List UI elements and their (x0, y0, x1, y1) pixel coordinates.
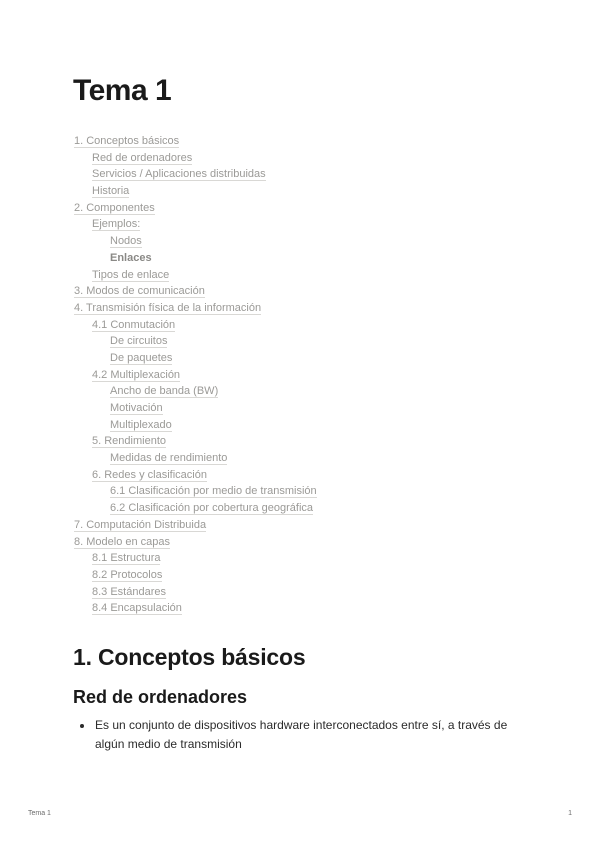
toc-item[interactable] (74, 333, 534, 350)
toc-link[interactable]: Tipos de enlace (92, 268, 170, 281)
toc-link[interactable]: Ejemplos: (92, 218, 141, 231)
toc-link[interactable]: 8.2 Protocolos (92, 568, 163, 581)
toc-item[interactable] (74, 433, 534, 450)
toc-item[interactable] (74, 517, 534, 534)
toc-link[interactable]: 8.1 Estructura (92, 552, 161, 565)
toc-link[interactable]: 5. Rendimiento (92, 435, 166, 448)
toc-item[interactable] (74, 250, 534, 267)
toc-item[interactable] (74, 417, 534, 434)
toc-link[interactable]: 8.4 Encapsulación (92, 602, 182, 615)
toc-link[interactable]: Red de ordenadores (92, 151, 193, 164)
section-heading: 1. Conceptos básicos (73, 644, 306, 670)
toc-item[interactable] (74, 183, 534, 200)
toc-link[interactable]: Medidas de rendimiento (110, 452, 228, 465)
toc-link[interactable]: 6.1 Clasificación por medio de transmisión (110, 485, 317, 498)
page-title: Tema 1 (73, 74, 172, 107)
toc-item[interactable] (74, 550, 534, 567)
toc-item[interactable] (74, 317, 534, 334)
toc-item[interactable] (74, 383, 534, 400)
toc-item[interactable] (74, 283, 534, 300)
toc-link[interactable]: Nodos (110, 235, 142, 248)
footer-doc-title: Tema 1 (28, 810, 51, 817)
toc-link[interactable]: 6.2 Clasificación por cobertura geográfica (110, 502, 314, 515)
toc-item[interactable] (74, 467, 534, 484)
toc-link[interactable]: De paquetes (110, 351, 173, 364)
toc-item[interactable] (74, 600, 534, 617)
toc-link[interactable]: 3. Modos de comunicación (74, 285, 205, 298)
toc-link[interactable]: Servicios / Aplicaciones distribuidas (92, 168, 266, 181)
toc-link[interactable]: 8. Modelo en capas (74, 535, 171, 548)
toc-link[interactable]: Motivación (110, 402, 163, 414)
toc-item[interactable] (74, 150, 534, 167)
toc-item[interactable] (74, 483, 534, 500)
toc-item[interactable] (74, 534, 534, 551)
toc-item[interactable] (74, 350, 534, 367)
toc-link[interactable]: Multiplexado (110, 418, 172, 431)
table-of-contents (74, 133, 534, 617)
toc-item[interactable] (74, 450, 534, 467)
toc-item[interactable] (74, 400, 534, 417)
toc-link[interactable]: Enlaces (110, 251, 152, 264)
toc-item[interactable] (74, 133, 534, 150)
list-item-text: Es un conjunto de dispositivos hardware interconectados entre sí, a través de algún medio de transmisión (95, 718, 508, 751)
toc-item[interactable] (74, 216, 534, 233)
toc-link[interactable]: 7. Computación Distribuida (74, 518, 207, 531)
toc-item[interactable] (74, 267, 534, 284)
toc-link[interactable]: De circuitos (110, 335, 168, 348)
toc-link[interactable]: 4.1 Conmutación (92, 318, 176, 331)
toc-link[interactable]: 6. Redes y clasificación (92, 468, 207, 481)
toc-item[interactable] (74, 300, 534, 317)
toc-link[interactable]: 8.3 Estándares (92, 585, 166, 598)
toc-item[interactable] (74, 233, 534, 250)
toc-item[interactable] (74, 166, 534, 183)
toc-item[interactable] (74, 567, 534, 584)
toc-link[interactable]: Ancho de banda (BW) (110, 385, 219, 398)
bullet-list (95, 716, 535, 754)
list-item (95, 716, 535, 754)
toc-item[interactable] (74, 584, 534, 601)
toc-item[interactable] (74, 200, 534, 217)
toc-link[interactable]: 4. Transmisión física de la información (74, 301, 262, 314)
toc-link[interactable]: 4.2 Multiplexación (92, 368, 181, 381)
toc-item[interactable] (74, 500, 534, 517)
toc-item[interactable] (74, 367, 534, 384)
toc-link[interactable]: Historia (92, 185, 130, 198)
toc-link[interactable]: 1. Conceptos básicos (74, 135, 180, 147)
footer-page-number: 1 (568, 810, 572, 817)
bullet-icon (80, 724, 84, 728)
section-subheading: Red de ordenadores (73, 687, 248, 707)
toc-link[interactable]: 2. Componentes (74, 201, 155, 214)
